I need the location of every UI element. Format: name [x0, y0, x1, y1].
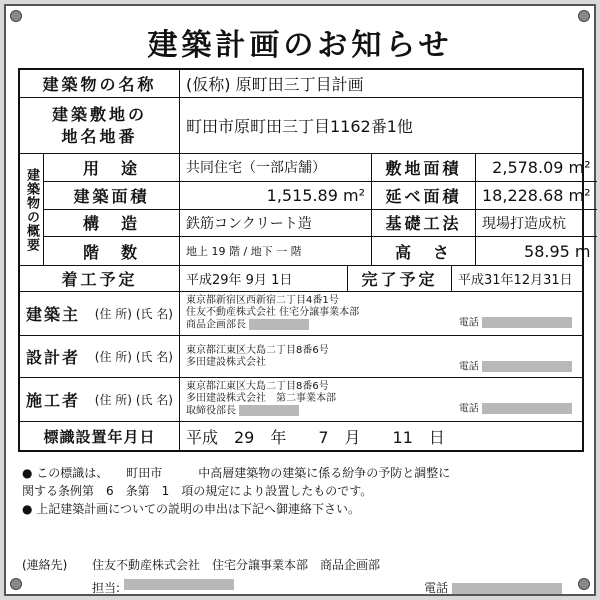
contact-phone: [424, 579, 562, 596]
designer-name-label: (氏 名): [135, 349, 173, 364]
label-start: 着工予定: [20, 266, 180, 291]
label-total-floor-area: 延べ面積: [372, 182, 476, 209]
designer-phone: [459, 361, 572, 374]
contractor-line1: 東京都江東区大島二丁目8番6号: [186, 381, 329, 393]
redacted-person: [124, 579, 234, 590]
label-use: 用 途: [44, 154, 180, 181]
value-site-area: 2,578.09 m²: [492, 157, 591, 177]
row-building-name: [20, 70, 582, 98]
label-floors: 階 数: [44, 237, 180, 265]
owner-addr-label: (住 所): [94, 306, 132, 321]
designer-addr-label: (住 所): [94, 349, 132, 364]
label-overview: 建築物の概要: [20, 154, 44, 265]
label-sign-date: 標識設置年月日: [20, 422, 180, 450]
value-total-floor-area: 18,228.68 m²: [482, 185, 591, 205]
board-title: 建築計画のお知らせ: [147, 28, 453, 63]
row-designer: [20, 336, 582, 378]
label-contractor-group: [20, 378, 180, 421]
contractor-line2: 多田建設株式会社 第二事業本部: [186, 393, 336, 405]
redacted-name: [249, 319, 309, 330]
designer-sub-labels: [95, 349, 173, 365]
designer-phone-label: 電話: [458, 361, 479, 372]
owner-line3: 商品企画部長: [186, 319, 246, 331]
label-site-area: 敷地面積: [372, 154, 476, 181]
contact-label: (連絡先): [22, 558, 68, 572]
redacted-name: [239, 405, 299, 416]
overview-body: [44, 154, 597, 265]
label-height: 高 さ: [372, 237, 476, 265]
label-owner: 建築主: [26, 305, 81, 324]
value-owner: [180, 292, 582, 335]
value-height: 58.95 m: [524, 241, 591, 261]
redacted-phone: [482, 317, 572, 328]
row-overview: [20, 154, 591, 266]
contact-section: [22, 556, 582, 596]
label-contractor: 施工者: [26, 391, 81, 410]
label-designer: 設計者: [26, 348, 81, 367]
notice-line1: ● この標識は、 町田市 中高層建築物の建築に係る紛争の予防と調整に: [22, 466, 451, 480]
label-site-address-line2: 地名地番: [61, 126, 138, 146]
row-sign-date: [20, 422, 582, 450]
owner-phone-label: 電話: [458, 317, 479, 328]
contact-company-row: [22, 556, 582, 573]
value-floors: 地上 19 階 / 地下 一 階: [180, 237, 372, 265]
value-sign-date: 平成 29 年 7 月 11 日: [186, 427, 445, 447]
owner-line1: 東京都新宿区西新宿二丁目4番1号: [186, 295, 339, 307]
contact-person-row: [22, 579, 582, 596]
value-building-area: 1,515.89 m²: [180, 182, 372, 209]
value-use: 共同住宅（一部店舗）: [180, 154, 372, 181]
notice-text: [22, 464, 582, 518]
designer-line1: 東京都江東区大島二丁目8番6号: [186, 344, 329, 356]
label-owner-group: [20, 292, 180, 335]
redacted-phone: [482, 403, 572, 414]
contractor-sub-labels: [95, 392, 173, 408]
row-contractor: [20, 378, 582, 422]
label-building-area: 建築面積: [44, 182, 180, 209]
notice-board: [4, 4, 596, 596]
owner-name-label: (氏 名): [135, 306, 173, 321]
designer-line2: 多田建設株式会社: [186, 356, 266, 368]
owner-phone: [459, 317, 572, 330]
contractor-name-label: (氏 名): [135, 392, 173, 407]
label-foundation: 基礎工法: [372, 210, 476, 237]
contractor-phone: [459, 403, 572, 416]
redacted-phone: [482, 361, 572, 372]
value-structure: 鉄筋コンクリート造: [180, 210, 372, 237]
label-designer-group: [20, 336, 180, 377]
contractor-phone-label: 電話: [458, 403, 479, 414]
label-structure: 構 造: [44, 210, 180, 237]
screw-icon: [10, 578, 22, 590]
value-start: 平成29年 9月 1日: [180, 266, 348, 291]
redacted-phone: [452, 583, 562, 594]
row-owner: [20, 292, 582, 336]
contractor-addr-label: (住 所): [94, 392, 132, 407]
label-building-name: 建築物の名称: [20, 70, 180, 97]
owner-line2: 住友不動産株式会社 住宅分譲事業本部: [186, 307, 360, 319]
contact-person-label: 担当:: [92, 581, 121, 595]
notice-line3: ● 上記建築計画についての説明の申出は下記へ御連絡下さい。: [22, 502, 361, 516]
info-table: [18, 68, 591, 452]
value-contractor: [180, 378, 582, 421]
contact-company: 住友不動産株式会社 住宅分譲事業本部 商品企画部: [92, 558, 381, 572]
contractor-line3: 取締役部長: [186, 405, 236, 417]
label-site-address: [20, 98, 180, 153]
value-end: 平成31年12月31日: [458, 273, 573, 288]
row-site-address: [20, 98, 582, 154]
value-foundation: 現場打造成杭: [482, 215, 566, 232]
value-site-address: 町田市原町田三丁目1162番1他: [186, 117, 413, 136]
contact-phone-label: 電話: [424, 581, 449, 595]
row-schedule: [20, 266, 582, 292]
value-building-name: (仮称) 原町田三丁目計画: [186, 75, 364, 94]
value-designer: [180, 336, 582, 377]
owner-sub-labels: [95, 306, 173, 322]
notice-line2: 関する条例第 6 条第 1 項の規定により設置したものです。: [22, 484, 373, 498]
label-site-address-line1: 建築敷地の: [51, 104, 147, 124]
label-end: 完了予定: [348, 266, 452, 291]
